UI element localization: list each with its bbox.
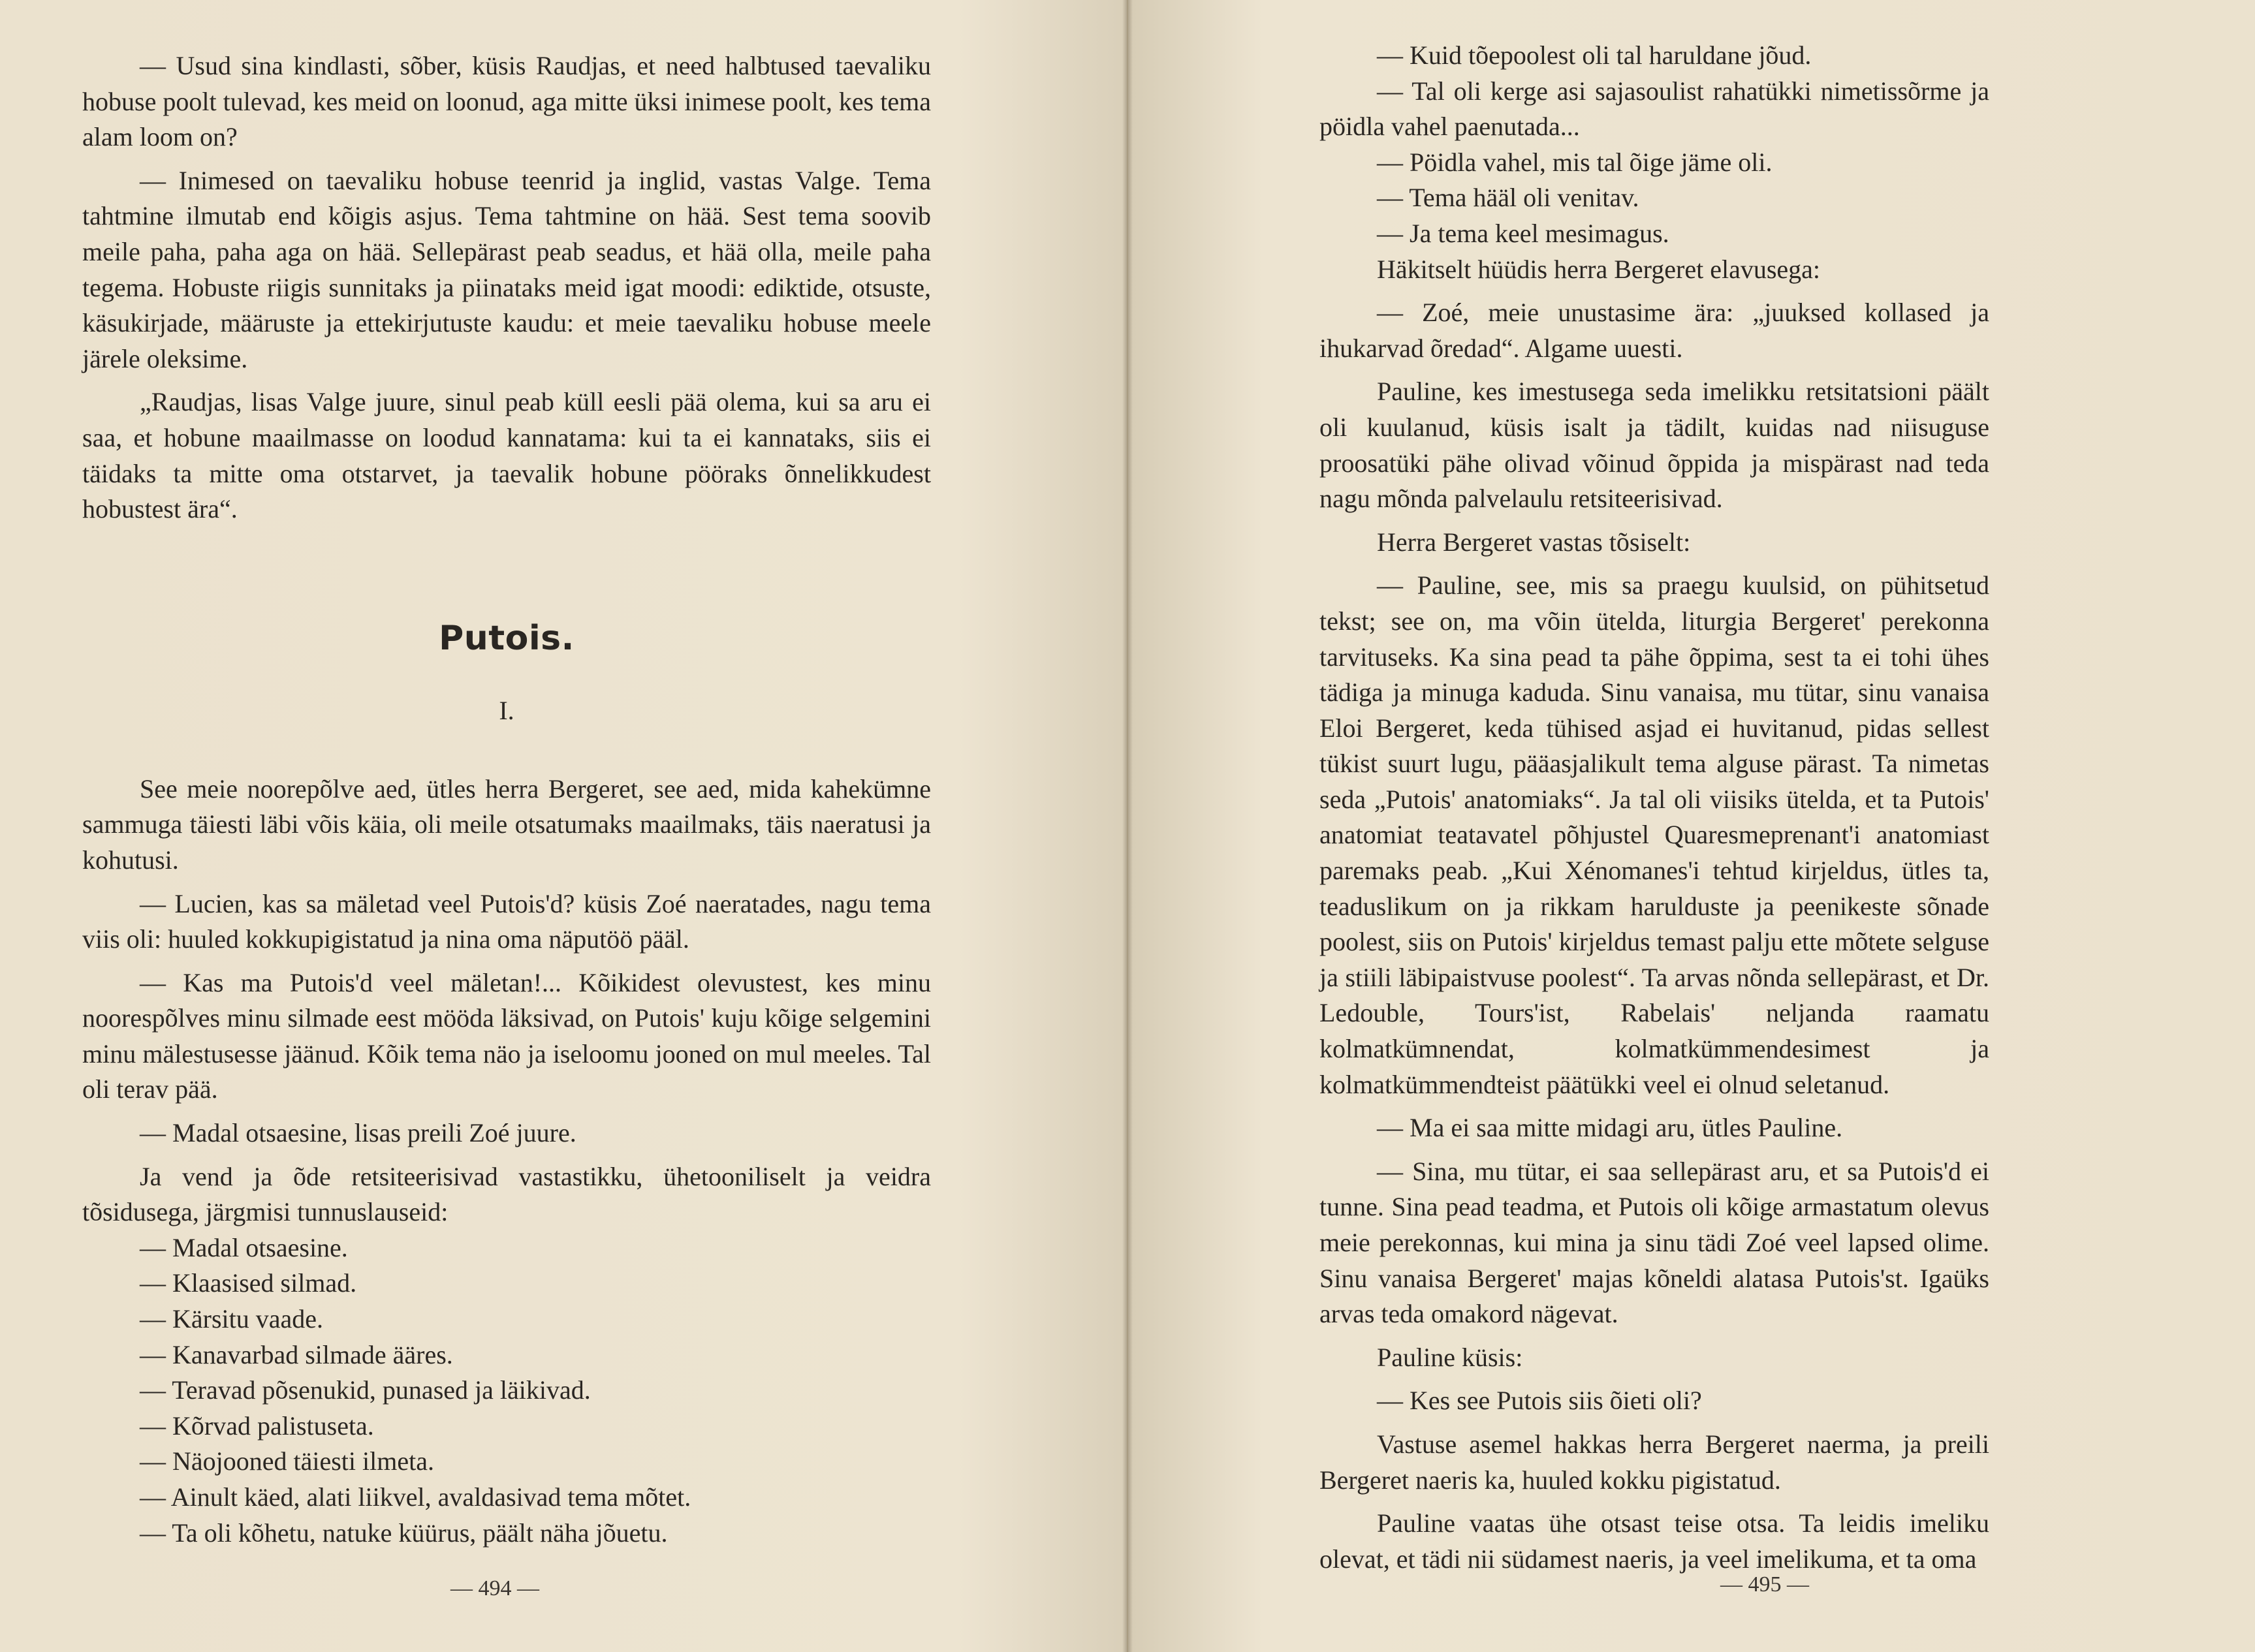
paragraph: — Tal oli kerge asi sajasoulist rahatükki nimetissõrme ja pöidla vahel paenutada... [1319, 76, 1989, 142]
right-page-text [1319, 38, 1989, 1577]
paragraph: — Tema hääl oli venitav. [1377, 183, 1639, 213]
paragraph: Häkitselt hüüdis herra Bergeret elavusega: [1377, 254, 1821, 284]
paragraph: — Ja tema keel mesimagus. [1377, 218, 1669, 248]
list-item: — Ainult käed, alati liikvel, avaldasivad tema mõtet. [140, 1482, 691, 1512]
paragraph: Pauline küsis: [1377, 1342, 1523, 1372]
page-number: — 495 — [1720, 1572, 1809, 1597]
left-page-text [82, 40, 931, 1551]
paragraph: — Lucien, kas sa mäletad veel Putois'd? küsis Zoé naeratades, nagu tema viis oli: huuled kokkupigistatud ja nina oma näputöö pääl. [82, 888, 931, 954]
paragraph: — Madal otsaesine, lisas preili Zoé juure. [140, 1118, 576, 1148]
paragraph: — Usud sina kindlasti, sõber, küsis Raudjas, et need halbtused taevaliku hobuse poolt tulevad, kes meid on loonud, aga mitte üksi inimese poolt, kes tema alam loom on? [82, 51, 931, 152]
list-item: — Kanavarbad silmade ääres. [140, 1339, 453, 1369]
list-item: — Kärsitu vaade. [140, 1304, 324, 1334]
paragraph: — Kuid tõepoolest oli tal haruldane jõud. [1377, 40, 1812, 70]
paragraph: — Kes see Putois siis õieti oli? [1377, 1386, 1702, 1416]
paragraph: See meie noorepõlve aed, ütles herra Bergeret, see aed, mida kahekümne sammuga täiesti läbi võis käia, oli meile otsatumaks maailmaks, täis naeratusi ja kohutusi. [82, 773, 931, 875]
list-item: — Klaasised silmad. [140, 1268, 357, 1298]
paragraph: Herra Bergeret vastas tõsiselt: [1377, 527, 1691, 557]
page-number: — 494 — [450, 1576, 539, 1600]
paragraph: — Kas ma Putois'd veel mäletan!... Kõikidest olevustest, kes minu noorespõlves minu silmade eest mööda läksivad, on Putois' kuju kõige selgemini minu mälestusesse jäänud. Kõik tema näo ja iseloomu jooned on mul meeles. Tal oli terav pää. [82, 967, 931, 1104]
paragraph: „Raudjas, lisas Valge juure, sinul peab küll eesli pää olema, kui sa aru ei saa, et hobune maailmasse on loodud kannatama: kui ta ei kannataks, siis ei täidaks ta mitte oma otstarvet, ja taevalik hobune pööraks õnnelikkudest hobustest ära“. [82, 387, 931, 524]
list-item: — Teravad põsenukid, punased ja läikivad. [140, 1375, 591, 1405]
chapter-number: I. [499, 695, 514, 725]
list-item: — Näojooned täiesti ilmeta. [140, 1446, 434, 1476]
paragraph: — Inimesed on taevaliku hobuse teenrid ja inglid, vastas Valge. Tema tahtmine ilmutab end kõigis asjus. Tema tahtmine on hää. Sest tema soovib meile paha, paha aga on hää. Sellepärast peab seadus, et hää olla, meile paha tegema. Hobuste riigis sunnitaks ja piinataks meid igat moodi: ediktide, otsuste, käsukirjade, määruste ja ettekirjutuste kaudu: et meie taevaliku hobuse meele järele oleksime. [82, 165, 931, 373]
paragraph: — Pöidla vahel, mis tal õige jäme oli. [1377, 147, 1773, 177]
list-item: — Madal otsaesine. [140, 1232, 348, 1262]
list-item: — Ta oli kõhetu, natuke küürus, päält näha jõuetu. [140, 1518, 668, 1548]
paragraph: Pauline, kes imestusega seda imelikku retsitatsioni päält oli kuulanud, küsis isalt ja tädilt, kuidas nad niisuguse proosatüki pähe olivad võinud õppida ja mispärast nad teda nagu mõnda palvelaulu retsiteerisivad. [1319, 377, 1989, 514]
paragraph: Ja vend ja õde retsiteerisivad vastastikku, ühetooniliselt ja veidra tõsidusega, järgmisi tunnuslauseid: [82, 1161, 931, 1227]
paragraph: — Sina, mu tütar, ei saa sellepärast aru, et sa Putois'd ei tunne. Sina pead teadma, et Putois oli kõige armastatum olevus meie perekonnas, kui mina ja sinu tädi Zoé veel lapsed olime. Sinu vanaisa Bergeret' majas kõneldi alatasa Putois'st. Igaüks arvas teda omakord nägevat. [1319, 1156, 1989, 1329]
right-page [1128, 0, 2255, 1652]
paragraph: Vastuse asemel hakkas herra Bergeret naerma, ja preili Bergeret naeris ka, huuled kokku pigistatud. [1319, 1429, 1989, 1495]
list-item: — Kõrvad palistuseta. [140, 1410, 374, 1441]
gutter-fold-line [1127, 0, 1128, 1652]
paragraph: Pauline vaatas ühe otsast teise otsa. Ta leidis imeliku olevat, et tädi nii südamest naeris, ja veel imelikuma, et ta oma [1319, 1508, 1989, 1574]
paragraph: — Ma ei saa mitte midagi aru, ütles Pauline. [1377, 1113, 1843, 1143]
paragraph: — Zoé, meie unustasime ära: „juuksed kollased ja ihukarvad õredad“. Algame uuesti. [1319, 298, 1989, 363]
paragraph: — Pauline, see, mis sa praegu kuulsid, on pühitsetud tekst; see on, ma võin ütelda, liturgia Bergeret' perekonna tarvituseks. Ka sina pead ta pähe õppima, sest ta ei tohi ühes tädiga ja minuga kaduda. Sinu vanaisa, mu tütar, sinu vanaisa Eloi Bergeret, keda tühised asjad ei huvitanud, pidas sellest tükist suurt lugu, pääasjalikult tema alguse pärast. Ta nimetas seda „Putois' anatomiaks“. Ja tal oli viisiks ütelda, et ta Putois' anatomiat teatavatel põhjustel Quaresmeprenant'i anatomiast paremaks peab. „Kui Xénomanes'i tehtud kirjeldus, ütles ta, teaduslikum on ja rikkam harulduste ja peenikeste sõnade poolest, siis on Putois' kirjeldus temast palju ette mõtete selguse ja stiili läbipaistvuse poolest“. Ta arvas nõnda sellepärast, et Dr. Ledouble, Tours'ist, Rabelais' neljanda raamatu kolmatkümnendat, kolmatkümmendesimest ja kolmatkümmendteist päätükki veel ei olnud seletanud. [1319, 570, 1989, 1099]
chapter-title: Putois. [439, 618, 575, 658]
